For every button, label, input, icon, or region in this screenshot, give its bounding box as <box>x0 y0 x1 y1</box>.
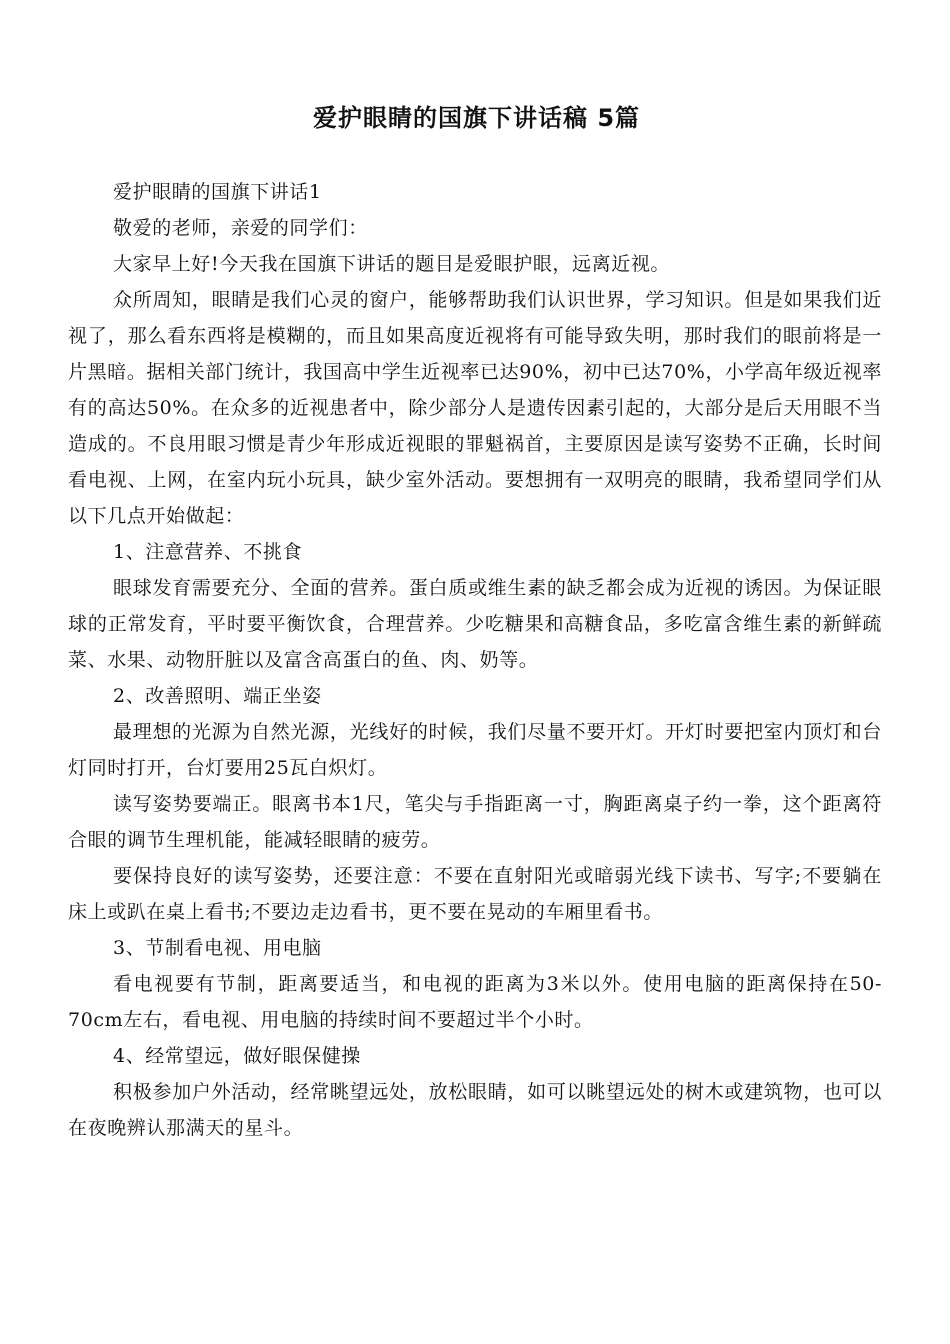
greeting-paragraph: 大家早上好!今天我在国旗下讲话的题目是爱眼护眼，远离近视。 <box>113 253 671 275</box>
salutation: 敬爱的老师，亲爱的同学们： <box>113 217 368 239</box>
intro-paragraph: 众所周知，眼睛是我们心灵的窗户，能够帮助我们认识世界，学习知识。但是如果我们近视了，那么看东西将是模糊的，而且如果高度近视将有可能导致失明，那时我们的眼前将是一片黑暗。据相关部门统计，我国高中学生近视率已达90%，初中已达70%，小学高年级近视率有的高达50%。在众多的近视患者中，除少部分人是遗传因素引起的，大部分是后天用眼不当造成的。不良用眼习惯是青少年形成近视眼的罪魁祸首，主要原因是读写姿势不正确，长时间看电视、上网，在室内玩小玩具，缺少室外活动。要想拥有一双明亮的眼睛，我希望同学们从以下几点开始做起： <box>68 289 882 527</box>
section-heading-screen-time: 3、节制看电视、用电脑 <box>113 937 322 959</box>
speech-heading: 爱护眼睛的国旗下讲话1 <box>113 181 322 203</box>
nutrition-paragraph: 眼球发育需要充分、全面的营养。蛋白质或维生素的缺乏都会成为近视的诱因。为保证眼球的正常发育，平时要平衡饮食，合理营养。少吃糖果和高糖食品，多吃富含维生素的新鲜疏菜、水果、动物肝脏以及富含高蛋白的鱼、肉、奶等。 <box>68 577 882 671</box>
section-heading-nutrition: 1、注意营养、不挑食 <box>113 541 303 563</box>
lighting-paragraph: 最理想的光源为自然光源，光线好的时候，我们尽量不要开灯。开灯时要把室内顶灯和台灯同时打开，台灯要用25瓦白炽灯。 <box>68 721 882 779</box>
document-body <box>68 174 882 1146</box>
distance-viewing-paragraph: 积极参加户外活动，经常眺望远处，放松眼睛，如可以眺望远处的树木或建筑物，也可以在夜晚辨认那满天的星斗。 <box>68 1081 882 1139</box>
posture-paragraph: 读写姿势要端正。眼离书本1尺，笔尖与手指距离一寸，胸距离桌子约一拳，这个距离符合眼的调节生理机能，能减轻眼睛的疲劳。 <box>68 793 882 851</box>
document-title: 爱护眼睛的国旗下讲话稿 5篇 <box>313 104 641 132</box>
screen-time-paragraph: 看电视要有节制，距离要适当，和电视的距离为3米以外。使用电脑的距离保持在50-70cm左右，看电视、用电脑的持续时间不要超过半个小时。 <box>68 973 882 1031</box>
reading-habits-paragraph: 要保持良好的读写姿势，还要注意：不要在直射阳光或暗弱光线下读书、写字;不要躺在床上或趴在桌上看书;不要边走边看书，更不要在晃动的车厢里看书。 <box>68 865 882 923</box>
section-heading-lighting: 2、改善照明、端正坐姿 <box>113 685 322 707</box>
section-heading-distance-viewing: 4、经常望远，做好眼保健操 <box>113 1045 361 1067</box>
